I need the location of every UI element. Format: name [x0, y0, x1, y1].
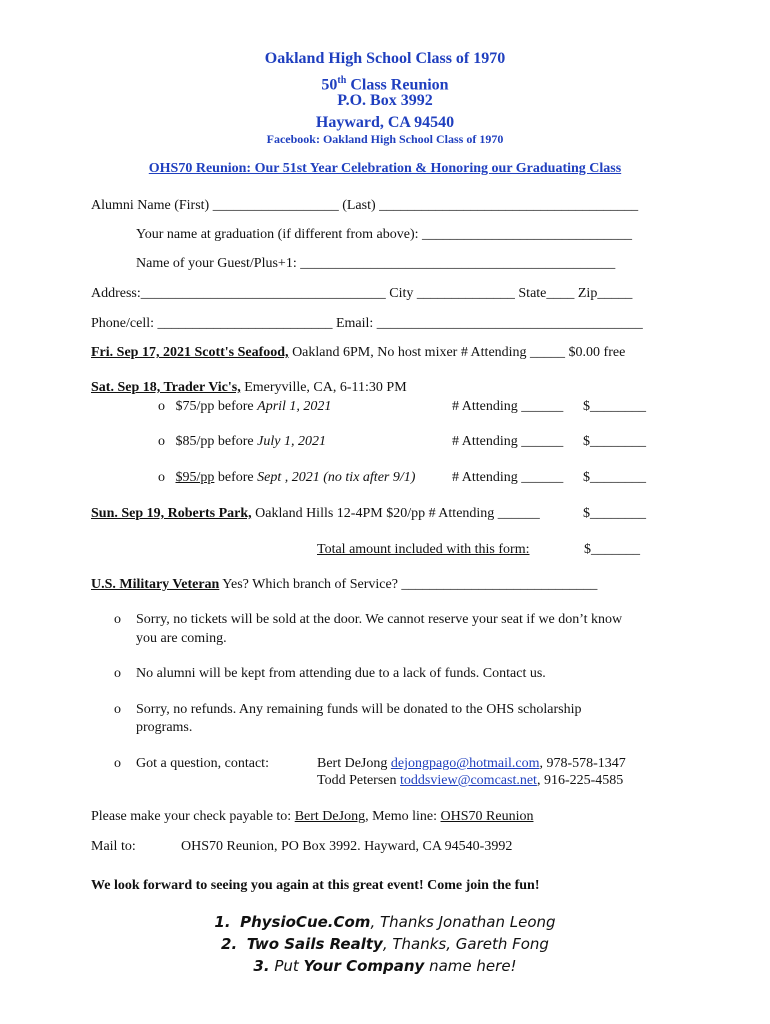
contact-todd: Todd Petersen toddsview@comcast.net, 916-225-4585 [317, 773, 624, 788]
sunday-amount[interactable]: $________ [583, 506, 646, 521]
note-text: you are coming. [136, 631, 227, 646]
contact-bullet: o [114, 756, 121, 771]
sat-option-1-amount[interactable]: $________ [583, 399, 646, 414]
note-text: No alumni will be kept from attending due to a lack of funds. Contact us. [136, 666, 546, 681]
subtitle: OHS70 Reunion: Our 51st Year Celebration & Honoring our Graduating Class [148, 161, 622, 176]
sat-option-2-attending[interactable]: # Attending ______ [452, 434, 564, 449]
todd-email-link[interactable]: toddsview@comcast.net [400, 773, 537, 788]
mail-address: OHS70 Reunion, PO Box 3992. Hayward, CA 94540-3992 [181, 839, 513, 854]
contact-bert: Bert DeJong dejongpago@hotmail.com, 978-578-1347 [317, 756, 626, 771]
po-box: P.O. Box 3992 [337, 92, 433, 109]
sponsor-2: 2. Two Sails Realty, Thanks, Gareth Fong [221, 935, 549, 953]
friday-event: Fri. Sep 17, 2021 Scott's Seafood, Oakland 6PM, No host mixer # Attending _____ $0.00 free [91, 345, 626, 360]
total-amount[interactable]: $_______ [584, 542, 640, 557]
note-text: programs. [136, 720, 193, 735]
sat-option-3: o $95/pp before Sept , 2021 (no tix after 9/1) [158, 470, 416, 485]
sponsor-3: 3. Put Your Company name here! [253, 957, 517, 975]
sat-option-3-amount[interactable]: $________ [583, 470, 646, 485]
sat-option-1-attending[interactable]: # Attending ______ [452, 399, 564, 414]
closing-line: We look forward to seeing you again at this great event! Come join the fun! [91, 878, 540, 893]
note-bullet: o [114, 612, 121, 627]
guest-name-field[interactable]: Name of your Guest/Plus+1: _____________________________________________ [136, 256, 616, 271]
sat-option-2-amount[interactable]: $________ [583, 434, 646, 449]
note-bullet: o [114, 702, 121, 717]
note-text: Sorry, no tickets will be sold at the door. We cannot reserve your seat if we don’t know [136, 612, 623, 627]
mail-label: Mail to: [91, 839, 136, 854]
alumni-name-field[interactable]: Alumni Name (First) __________________ (Last) _____________________________________ [91, 198, 639, 213]
address-field[interactable]: Address:___________________________________ City ______________ State____ Zip_____ [91, 286, 633, 301]
reunion-title: 50th Class Reunion [321, 75, 449, 94]
grad-name-field[interactable]: Your name at graduation (if different from above): ______________________________ [136, 227, 633, 242]
sat-option-1: o $75/pp before April 1, 2021 [158, 399, 332, 414]
bert-email-link[interactable]: dejongpago@hotmail.com [390, 756, 540, 771]
sat-option-3-attending[interactable]: # Attending ______ [452, 470, 564, 485]
phone-email-field[interactable]: Phone/cell: _________________________ Email: ______________________________________ [91, 316, 643, 331]
sat-option-2: o $85/pp before July 1, 2021 [158, 434, 326, 449]
school-title: Oakland High School Class of 1970 [264, 50, 506, 67]
note-text: Sorry, no refunds. Any remaining funds will be donated to the OHS scholarship [136, 702, 582, 717]
facebook-line: Facebook: Oakland High School Class of 1970 [266, 132, 504, 146]
city-state: Hayward, CA 94540 [315, 114, 455, 131]
note-bullet: o [114, 666, 121, 681]
contact-label: Got a question, contact: [136, 756, 269, 771]
sunday-event: Sun. Sep 19, Roberts Park, Oakland Hills 12-4PM $20/pp # Attending ______ [91, 506, 540, 521]
sponsor-1: 1. PhysioCue.Com, Thanks Jonathan Leong [214, 913, 556, 931]
saturday-event: Sat. Sep 18, Trader Vic's, Emeryville, CA, 6-11:30 PM [91, 380, 407, 395]
total-label: Total amount included with this form: [317, 542, 530, 557]
veteran-line[interactable]: U.S. Military Veteran Yes? Which branch of Service? ____________________________ [91, 577, 598, 592]
payment-line: Please make your check payable to: Bert DeJong, Memo line: OHS70 Reunion [91, 809, 534, 824]
